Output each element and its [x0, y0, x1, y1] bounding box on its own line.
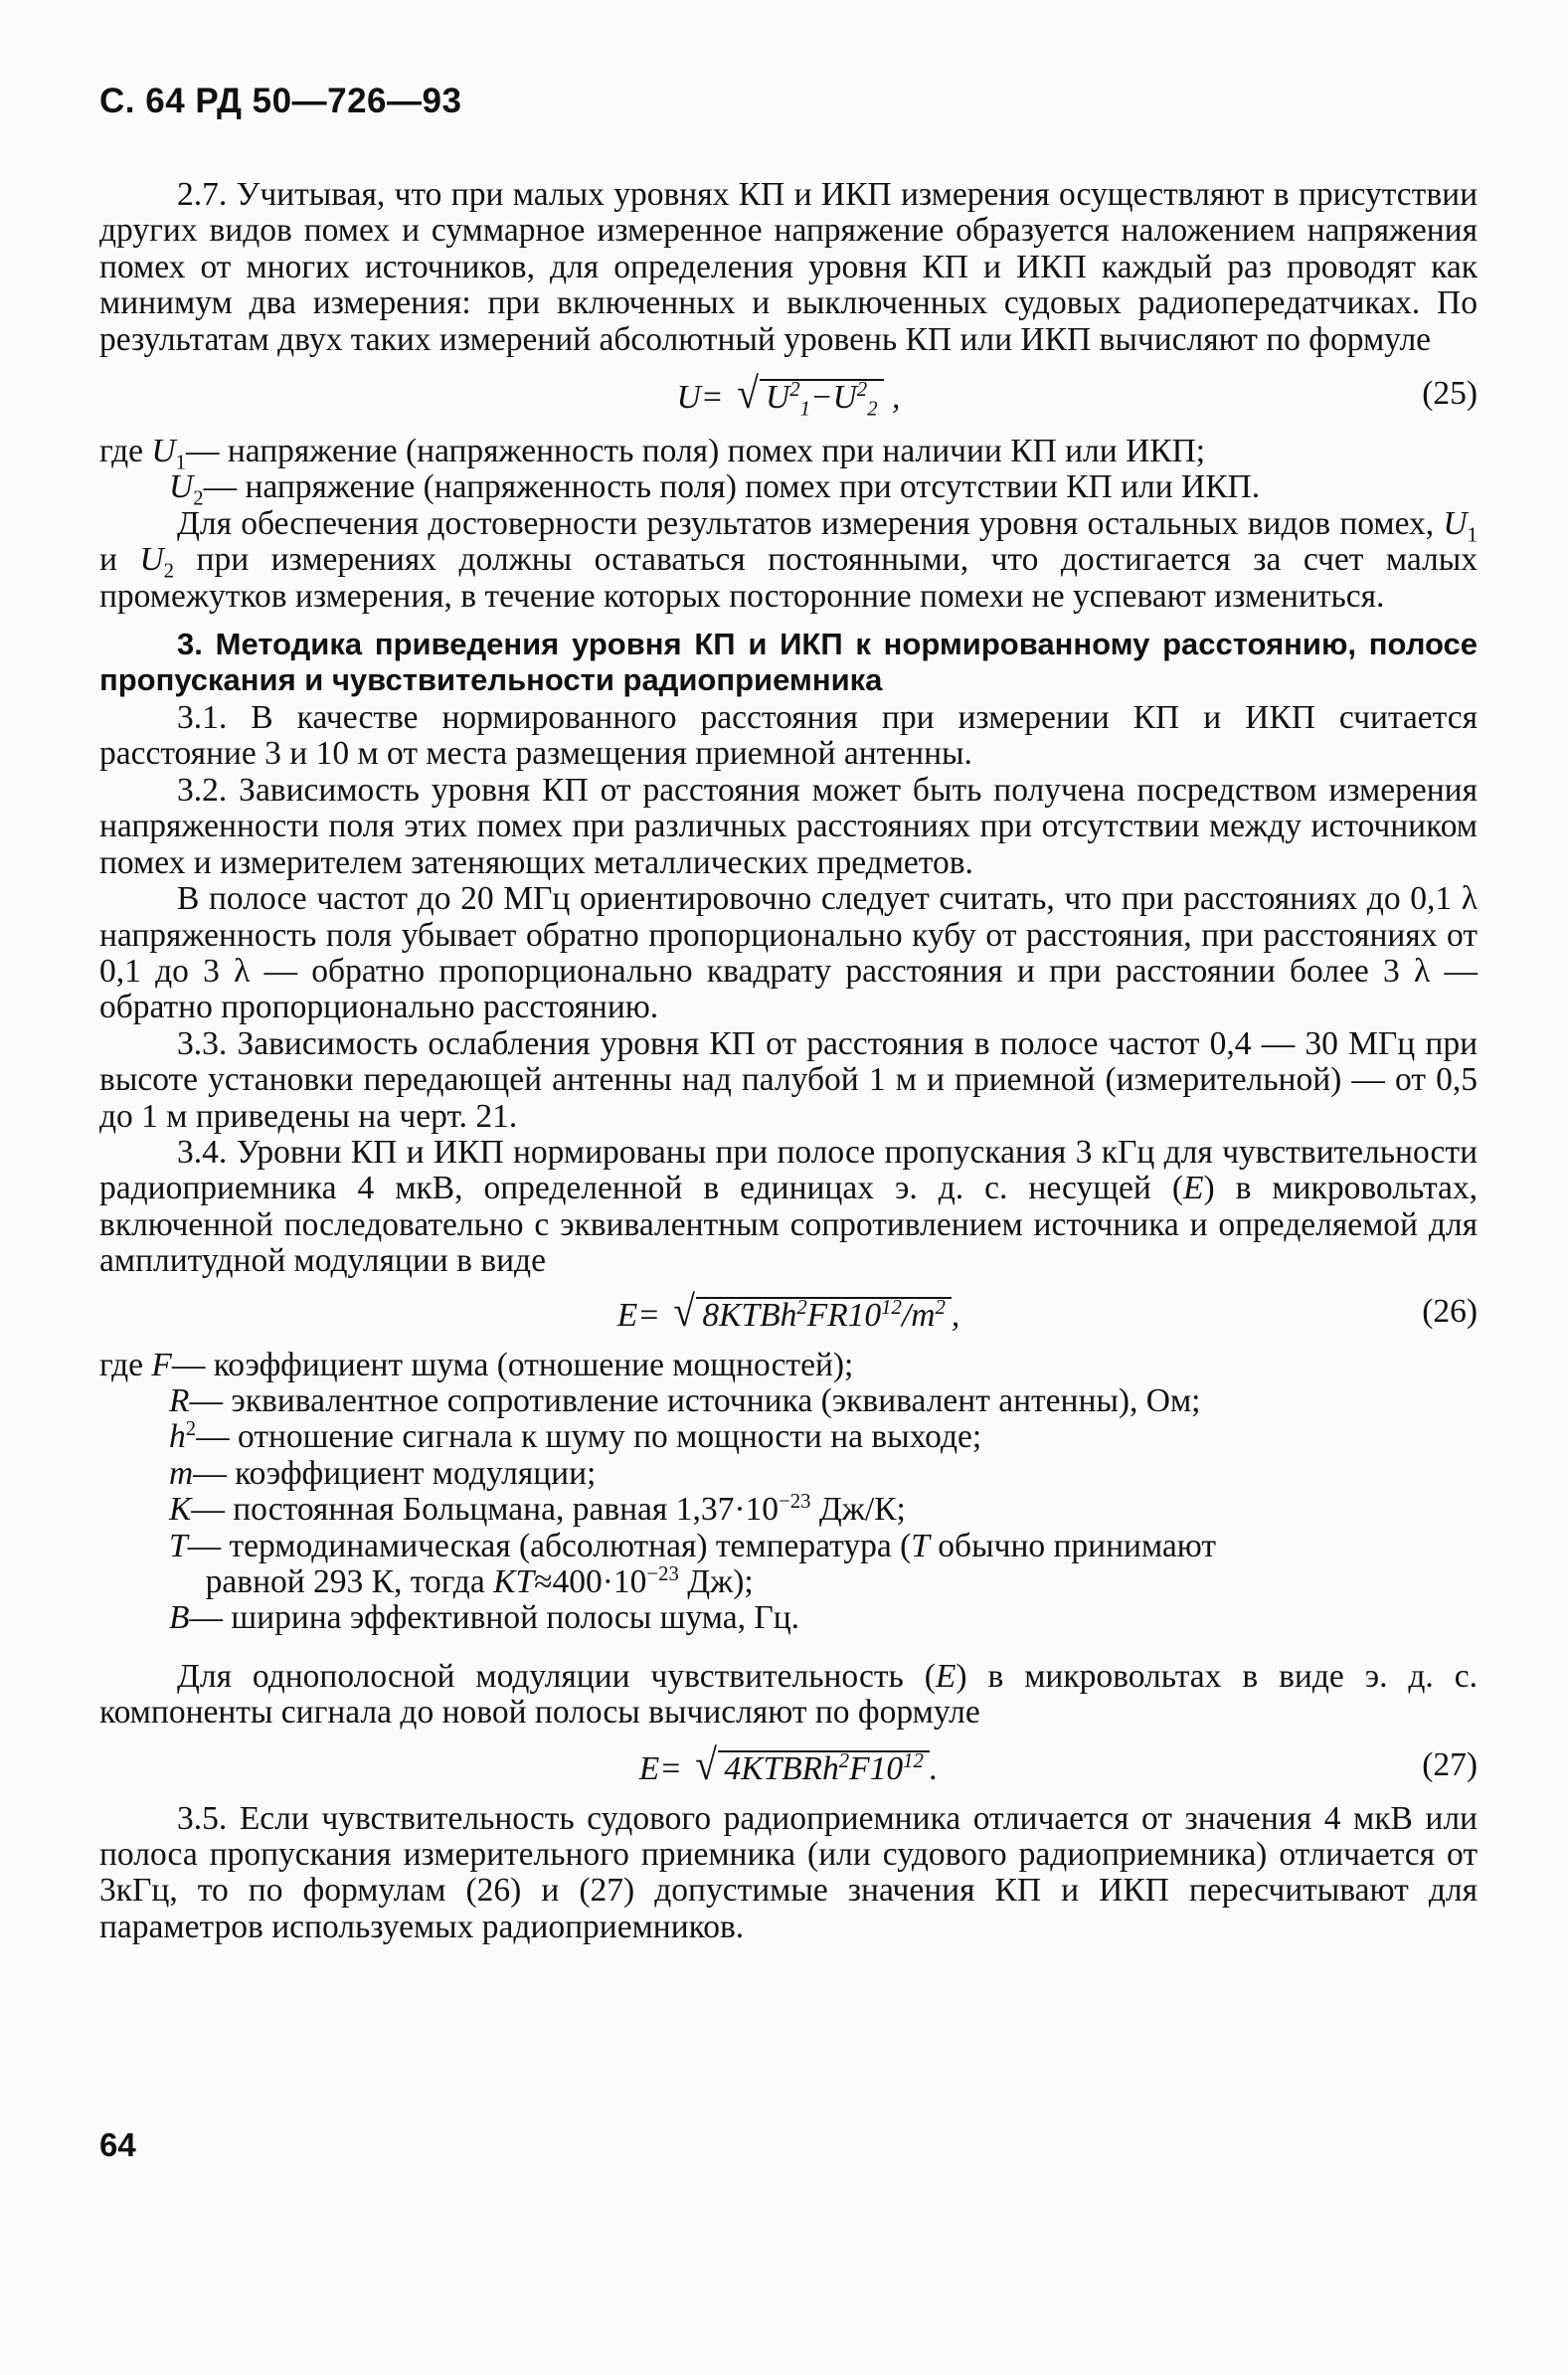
where-lead: где: [99, 433, 143, 470]
paragraph-3-2: 3.2. Зависимость уровня КП от расстояния может быть получена посредством измерения напряженности поля этих помех при различных расстояниях при отсутствии между источником помех и измерителем затеняющих металлических предметов.: [99, 771, 1478, 881]
page-number: 64: [99, 2126, 136, 2163]
where-26-h2-text: — отношение сигнала к шуму по мощности на выходе;: [196, 1418, 982, 1456]
formula-26-number: (26): [1422, 1292, 1478, 1330]
formula-27-radicand: $4KTBRh^2F10^{12}$: [718, 1750, 930, 1786]
formula-25-number: (25): [1422, 375, 1478, 413]
formula-25-expression: [99, 369, 1478, 421]
symbol-h: h: [169, 1418, 186, 1456]
paragraph-3-1: 3.1. В качестве нормированного расстояния при измерении КП и ИКП считается расстояние 3 и 10 м от места размещения приемной антенны.: [99, 699, 1478, 773]
paragraph-ssb: Для однополосной модуляции чувствительность (E) в микровольтах в виде э. д. с. компоненты сигнала до новой полосы вычисляют по формуле: [99, 1657, 1478, 1732]
formula-25-tail: ,: [891, 379, 901, 417]
formula-27-tail: .: [929, 1749, 939, 1787]
formula-25-sup-a: 2: [789, 377, 800, 401]
where-26-m: [99, 1456, 1478, 1492]
page-body: [99, 177, 1478, 1945]
paragraph-3-4: 3.4. Уровни КП и ИКП нормированы при полосе пропускания 3 кГц для чувствительности радиоприемника 4 мкВ, определенной в единицах э. д. с. несущей (E) в микровольтах, включенной последовательно с эквивалентным сопротивлением источника и определяемой для амплитудной модуляции в виде: [99, 1133, 1478, 1280]
formula-25-sub-a: 1: [799, 397, 810, 421]
where-26-t-continuation: равной 293 К, тогда $KT\approx 400\cdot 10^{-23}$ Дж);: [205, 1561, 754, 1600]
where-25-u1-text: — напряжение (напряженность поля) помех при наличии КП или ИКП;: [185, 433, 1206, 470]
where-26-t-text: — термодинамическая (абсолютная) температура (T обычно принимают равной 293 К, тогда $KT\approx 400\cdot 10^{-23}$ Дж);: [188, 1529, 1478, 1601]
formula-25-var-b: U: [832, 379, 857, 417]
symbol-u1-sub: 1: [175, 451, 186, 474]
symbol-k: K: [169, 1491, 192, 1529]
running-header: С. 64 РД 50—726—93: [99, 82, 462, 120]
formula-27: [99, 1732, 1478, 1801]
formula-26: [99, 1280, 1478, 1348]
formula-26-radicand: $8KTBh^2FR10^{12}/m^2$: [696, 1297, 951, 1333]
paragraph-2-7: 2.7. Учитывая, что при малых уровнях КП и ИКП измерения осуществляют в присутствии других видов помех и суммарное измеренное напряжение образуется наложением напряжения помех от многих источников, для определения уровня КП и ИКП каждый раз проводят как минимум два измерения: при включенных и выключенных судовых радиопередатчиках. По результатам двух таких измерений абсолютный уровень КП или ИКП вычисляют по формуле: [99, 176, 1478, 358]
formula-25: [99, 358, 1478, 434]
formula-25-sub-b: 2: [867, 397, 878, 421]
paragraph-band: В полосе частот до 20 МГц ориентировочно следует считать, что при расстояниях до 0,1 λ напряженность поля убывает обратно пропорционально кубу от расстояния, при расстояниях от 0,1 до 3 λ — обратно пропорционально квадрату расстояния и при расстоянии более 3 λ — обратно пропорционально расстоянию.: [99, 880, 1478, 1026]
where-25-u1: [99, 433, 1478, 474]
section-3-title: 3. Методика приведения уровня КП и ИКП к нормированному расстоянию, полосе пропускания и чувствительности радиоприемника: [99, 627, 1478, 698]
formula-26-lhs: E=: [616, 1296, 660, 1334]
formula-26-tail: ,: [951, 1296, 960, 1334]
paragraph-3-5: 3.5. Если чувствительность судового радиоприемника отличается от значения 4 мкВ или полоса пропускания измерительного приемника (или судового радиоприемника) отличается от 3кГц, то по формулам (26) и (27) допустимые значения КП и ИКП пересчитывают для параметров используемых радиоприемников.: [99, 1799, 1478, 1945]
where-25-u2: [99, 468, 1478, 511]
where-26-r-text: — эквивалентное сопротивление источника (эквивалент антенны), Ом;: [189, 1381, 1201, 1419]
symbol-r: R: [169, 1381, 190, 1419]
where-26-k-text: — постоянная Больцмана, равная $1,37\cdot 10^{-23}$ Дж/К;: [191, 1490, 906, 1529]
formula-25-sup-b: 2: [856, 377, 868, 401]
where-25-u2-text: — напряжение (напряженность поля) помех при отсутствии КП или ИКП.: [203, 468, 1261, 506]
where-26-f: [99, 1348, 1478, 1383]
where-25-list: [99, 433, 1478, 511]
symbol-b: B: [169, 1599, 190, 1637]
where-26-m-text: — коэффициент модуляции;: [193, 1454, 597, 1492]
sqrt-icon: √: [695, 1739, 718, 1789]
where-26-b-text: — ширина эффективной полосы шума, Гц.: [189, 1599, 800, 1637]
formula-27-expression: [99, 1739, 1478, 1789]
symbol-u2-sub: 2: [193, 487, 204, 511]
formula-25-lhs: U=: [676, 379, 724, 417]
sqrt-icon: √: [737, 369, 759, 419]
symbol-u1: U: [151, 433, 176, 470]
symbol-m: m: [169, 1454, 194, 1492]
symbol-u2: U: [169, 468, 194, 506]
formula-26-expression: [99, 1286, 1478, 1336]
where-lead: где: [99, 1346, 143, 1383]
where-26-list: [99, 1348, 1478, 1637]
where-26-f-text: — коэффициент шума (отношение мощностей);: [171, 1346, 854, 1383]
where-26-b: [99, 1600, 1478, 1636]
formula-25-var-a: U: [766, 379, 790, 417]
where-26-t: [99, 1529, 1478, 1601]
formula-25-radicand: [760, 377, 884, 421]
symbol-t: T: [169, 1527, 188, 1564]
paragraph-reliability: Для обеспечения достоверности результатов измерения уровня остальных видов помех, $U_1$ и $U_2$ при измерениях должны оставаться постоянными, что достигается за счет малых промежутков измерения, в течение которых посторонние помехи не успевают измениться.: [99, 504, 1478, 615]
formula-25-minus: −: [809, 379, 833, 417]
symbol-f: F: [151, 1346, 172, 1383]
formula-27-number: (27): [1422, 1745, 1478, 1783]
where-26-k: [99, 1492, 1478, 1528]
where-26-r: [99, 1383, 1478, 1419]
where-26-h2: $h^2$ — отношение сигнала к шуму по мощности на выходе;: [99, 1419, 1478, 1455]
formula-27-lhs: E=: [638, 1749, 682, 1787]
sqrt-icon: √: [673, 1286, 696, 1336]
paragraph-3-3: 3.3. Зависимость ослабления уровня КП от расстояния в полосе частот 0,4 — 30 МГц при высоте установки передающей антенны над палубой 1 м и приемной (измерительной) — от 0,5 до 1 м приведены на черт. 21.: [99, 1024, 1478, 1135]
